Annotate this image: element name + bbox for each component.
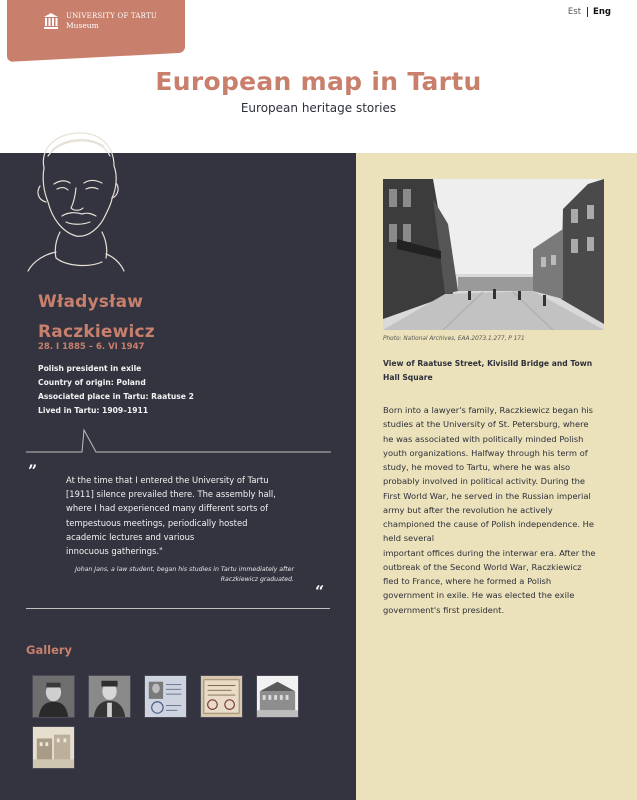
language-eng-link[interactable]: Eng xyxy=(593,7,611,17)
quote-attribution-line: Johan Jans, a law student, began his studies in Tartu immediately after xyxy=(75,566,294,573)
gallery-thumb-3[interactable] xyxy=(144,675,187,718)
language-switcher xyxy=(568,7,611,17)
gallery-thumb-5[interactable] xyxy=(256,675,299,718)
logo-university-text: UNIVERSITY OF TARTU xyxy=(66,12,157,20)
person-dates: 28. I 1885 – 6. VI 1947 xyxy=(38,342,145,352)
gallery-thumb-6[interactable] xyxy=(32,726,75,769)
page-subtitle: European heritage stories xyxy=(240,101,397,115)
photo-credit: Photo: National Archives, EAA.2073.1.277, P 171 xyxy=(383,336,525,342)
university-building-icon xyxy=(43,12,59,30)
quote-divider-bottom xyxy=(26,608,330,609)
person-facts xyxy=(38,362,194,418)
quote-close-mark: “ xyxy=(315,582,325,601)
quote-attribution xyxy=(60,565,294,585)
quote-line: tempestuous meetings, periodically hosted xyxy=(66,517,248,528)
university-logo[interactable] xyxy=(43,11,157,31)
portrait-sketch-icon xyxy=(26,128,126,273)
fact-place: Associated place in Tartu: Raatuse 2 xyxy=(38,392,194,401)
historic-street-photo-icon xyxy=(383,179,604,330)
document-passport-icon xyxy=(145,676,186,717)
quote-line: At the time that I entered the University of Tartu xyxy=(66,475,269,485)
gallery-thumb-1[interactable] xyxy=(32,675,75,718)
quote-line: [1911] silence prevailed there. The assembly hall, xyxy=(66,489,276,500)
gallery-thumb-4[interactable] xyxy=(200,675,243,718)
quote-line: academic lectures and various xyxy=(66,531,195,542)
logo-banner xyxy=(7,0,185,62)
quote-line: where I had experienced many different sorts of xyxy=(66,503,269,514)
building-photo-icon xyxy=(257,676,298,717)
quote-divider-top xyxy=(26,428,331,454)
fact-role: Polish president in exile xyxy=(38,364,142,373)
language-est-link[interactable]: Est xyxy=(568,7,588,17)
logo-museum-text: Museum xyxy=(66,21,99,30)
street-photo-icon xyxy=(33,727,74,768)
certificate-document-icon xyxy=(201,676,242,717)
gallery-thumb-2[interactable] xyxy=(88,675,131,718)
page-title: European map in Tartu xyxy=(155,67,482,96)
person-name: Władysław Raczkiewicz xyxy=(38,292,155,342)
biography-text: Born into a lawyer's family, Raczkiewicz began his studies at the University of St. Petersburg, where he was associated with politically minded Polish youth organizations. Halfway through his term of study, he moved to Tartu, where he was also probably involved in political activity. During the First World War, he served in the Russian imperial army but after the revolution he actively championed the cause of Polish independence. He held several important offices during the interwar era. After the outbreak of the Second World War, Raczkiewicz fled to France, where he formed a Polish government in exile. He was elected the exile government's first president. xyxy=(383,405,596,615)
photo-caption: View of Raatuse Street, Kivisild Bridge and Town Hall Square xyxy=(383,359,593,382)
quote-attribution-line: Raczkiewicz graduated. xyxy=(220,576,294,583)
uniform-portrait-icon xyxy=(89,676,130,717)
portrait-photo-icon xyxy=(33,676,74,717)
fact-country: Country of origin: Poland xyxy=(38,378,146,387)
quote-line: innocuous gatherings." xyxy=(66,546,163,557)
gallery-title: Gallery xyxy=(26,643,73,657)
street-photo[interactable] xyxy=(383,179,604,330)
fact-years: Lived in Tartu: 1909–1911 xyxy=(38,406,149,415)
quote-open-mark: ” xyxy=(28,461,38,480)
quote-text xyxy=(66,473,311,558)
